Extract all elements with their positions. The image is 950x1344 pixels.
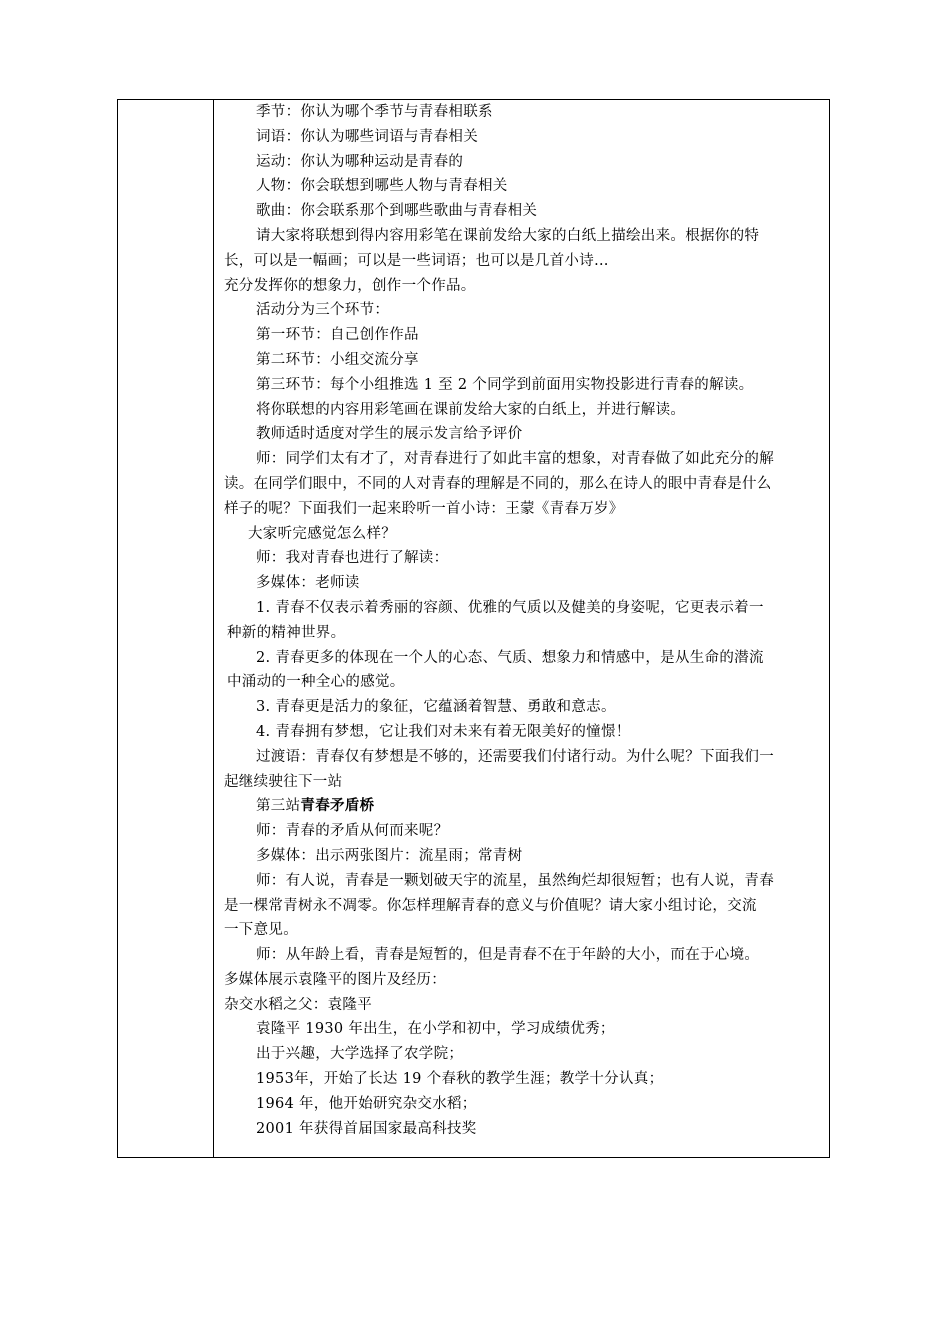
text-line: 是一棵常青树永不凋零。你怎样理解青春的意义与价值呢？请大家小组讨论，交流 [224,897,757,914]
text-line: 词语：你认为哪些词语与青春相关 [256,128,478,145]
text-line: 读。在同学们眼中，不同的人对青春的理解是不同的，那么在诗人的眼中青春是什么 [224,475,772,492]
text-line: 师：同学们太有才了，对青春进行了如此丰富的想象，对青春做了如此充分的解 [256,451,774,468]
text-line: 4. 青春拥有梦想，它让我们对未来有着无限美好的憧憬！ [256,723,631,740]
text-line: 过渡语：青春仅有梦想是不够的，还需要我们付诸行动。为什么呢？下面我们一 [256,748,774,765]
text-line: 师：有人说，青春是一颗划破天宇的流星，虽然绚烂却很短暂；也有人说，青春 [256,872,774,889]
text-line: 师：我对青春也进行了解读： [256,550,449,567]
text-line: 3. 青春更是活力的象征，它蕴涵着智慧、勇敢和意志。 [256,699,616,716]
text-line: 1953年，开始了长达 19 个春秋的教学生涯；教学十分认真； [256,1071,664,1088]
text-line: 运动：你认为哪种运动是青春的 [256,153,464,170]
text-line: 多媒体：出示两张图片：流星雨；常青树 [256,847,523,864]
text-line: 多媒体展示袁隆平的图片及经历： [224,971,446,988]
text-line: 多媒体：老师读 [256,575,360,592]
column-divider [213,100,214,1157]
text-line: 歌曲：你会联系那个到哪些歌曲与青春相关 [256,203,538,220]
text-line: 第一环节：自己创作作品 [256,327,419,344]
station-title: 青春矛盾桥 [300,797,375,815]
station-heading [224,794,826,819]
content-cell [224,100,826,1141]
text-line: 袁隆平 1930 年出生，在小学和初中，学习成绩优秀； [256,1021,615,1038]
text-line: 季节：你认为哪个季节与青春相联系 [256,104,493,120]
text-line: 出于兴趣，大学选择了农学院； [256,1046,464,1063]
text-line: 1964 年，他开始研究杂交水稻； [256,1095,477,1112]
text-line: 充分发挥你的想象力，创作一个作品。 [224,277,476,294]
text-line: 种新的精神世界。 [227,624,346,641]
station-label: 第三站 [256,798,301,815]
text-line: 师：青春的矛盾从何而来呢？ [256,823,449,840]
lesson-table [117,99,830,1158]
text-line: 起继续驶往下一站 [224,773,343,790]
text-line: 大家听完感觉怎么样？ [248,525,396,542]
text-line: 人物：你会联想到哪些人物与青春相关 [256,178,508,195]
text-line: 将你联想的内容用彩笔画在课前发给大家的白纸上，并进行解读。 [256,401,686,418]
left-column-cell [118,100,213,1157]
text-line: 1. 青春不仅表示着秀丽的容颜、优雅的气质以及健美的身姿呢，它更表示着一 [256,599,764,616]
text-line: 中涌动的一种全心的感觉。 [227,674,405,691]
text-line: 杂交水稻之父：袁隆平 [224,996,372,1013]
text-line: 第三环节：每个小组推选 1 至 2 个同学到前面用实物投影进行青春的解读。 [256,376,754,393]
text-line: 请大家将联想到得内容用彩笔在课前发给大家的白纸上描绘出来。根据你的特 [256,227,760,244]
text-line: 师：从年龄上看，青春是短暂的，但是青春不在于年龄的大小，而在于心境。 [256,947,760,964]
text-line: 一下意见。 [224,922,298,939]
text-line: 样子的呢？下面我们一起来聆听一首小诗：王蒙《青春万岁》 [224,500,624,517]
text-line: 教师适时适度对学生的展示发言给予评价 [256,426,523,443]
text-line: 2001 年获得首届国家最高科技奖 [256,1120,477,1137]
text-line: 长，可以是一幅画；可以是一些词语；也可以是几首小诗… [224,252,609,269]
text-line: 第二环节：小组交流分享 [256,351,419,368]
text-line: 活动分为三个环节： [256,302,390,319]
text-line: 2. 青春更多的体现在一个人的心态、气质、想象力和情感中，是从生命的潜流 [256,649,764,666]
